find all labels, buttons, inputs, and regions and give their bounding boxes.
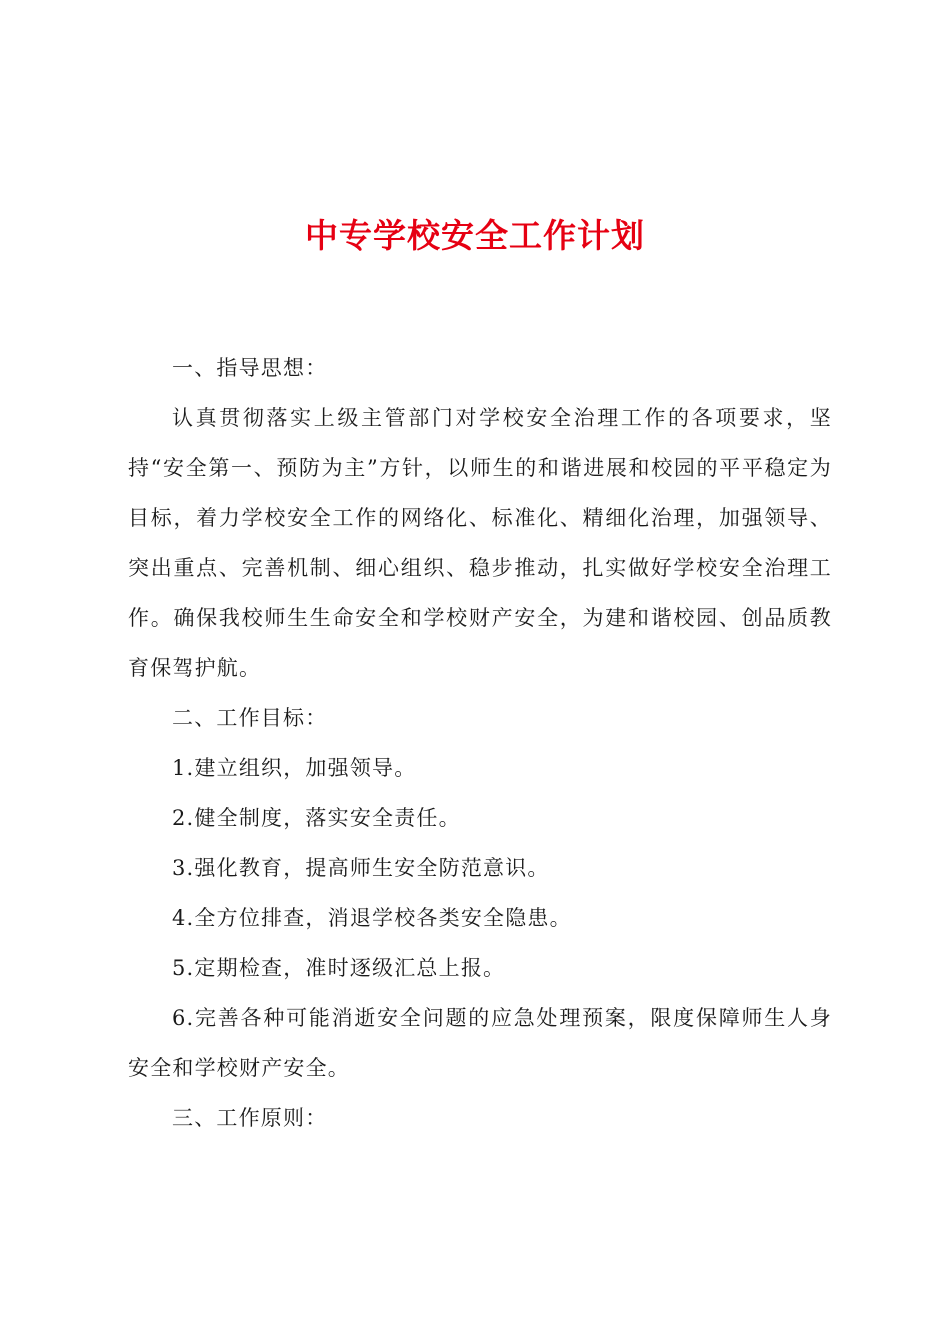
goal-item-1: 1.建立组织，加强领导。 xyxy=(172,756,417,780)
goal-item-6: 6.完善各种可能消逝安全问题的应急处理预案，限度保障师生人身安全和学校财产安全。 xyxy=(128,1006,832,1080)
goal-item-4: 4.全方位排查，消退学校各类安全隐患。 xyxy=(172,906,572,930)
goal-item-5: 5.定期检查，准时逐级汇总上报。 xyxy=(172,956,506,980)
paragraph-guiding-ideology: 认真贯彻落实上级主管部门对学校安全治理工作的各项要求，坚持“安全第一、预防为主”方针，以师生的和谐进展和校园的平平稳定为目标，着力学校安全工作的网络化、标准化、精细化治理，加强领导、突出重点、完善机制、细心组织、稳步推动，扎实做好学校安全治理工作。确保我校师生生命安全和学校财产安全，为建和谐校园、创品质教育保驾护航。 xyxy=(128,406,832,680)
section-heading-work-principles: 三、工作原则： xyxy=(172,1106,328,1130)
document-title: 中专学校安全工作计划 xyxy=(305,216,645,255)
document-body xyxy=(128,343,832,1143)
section-heading-guiding-ideology: 一、指导思想： xyxy=(172,356,328,380)
section-heading-work-goals: 二、工作目标： xyxy=(172,706,328,730)
goal-item-2: 2.健全制度，落实安全责任。 xyxy=(172,806,461,830)
goal-item-3: 3.强化教育，提高师生安全防范意识。 xyxy=(172,856,550,880)
